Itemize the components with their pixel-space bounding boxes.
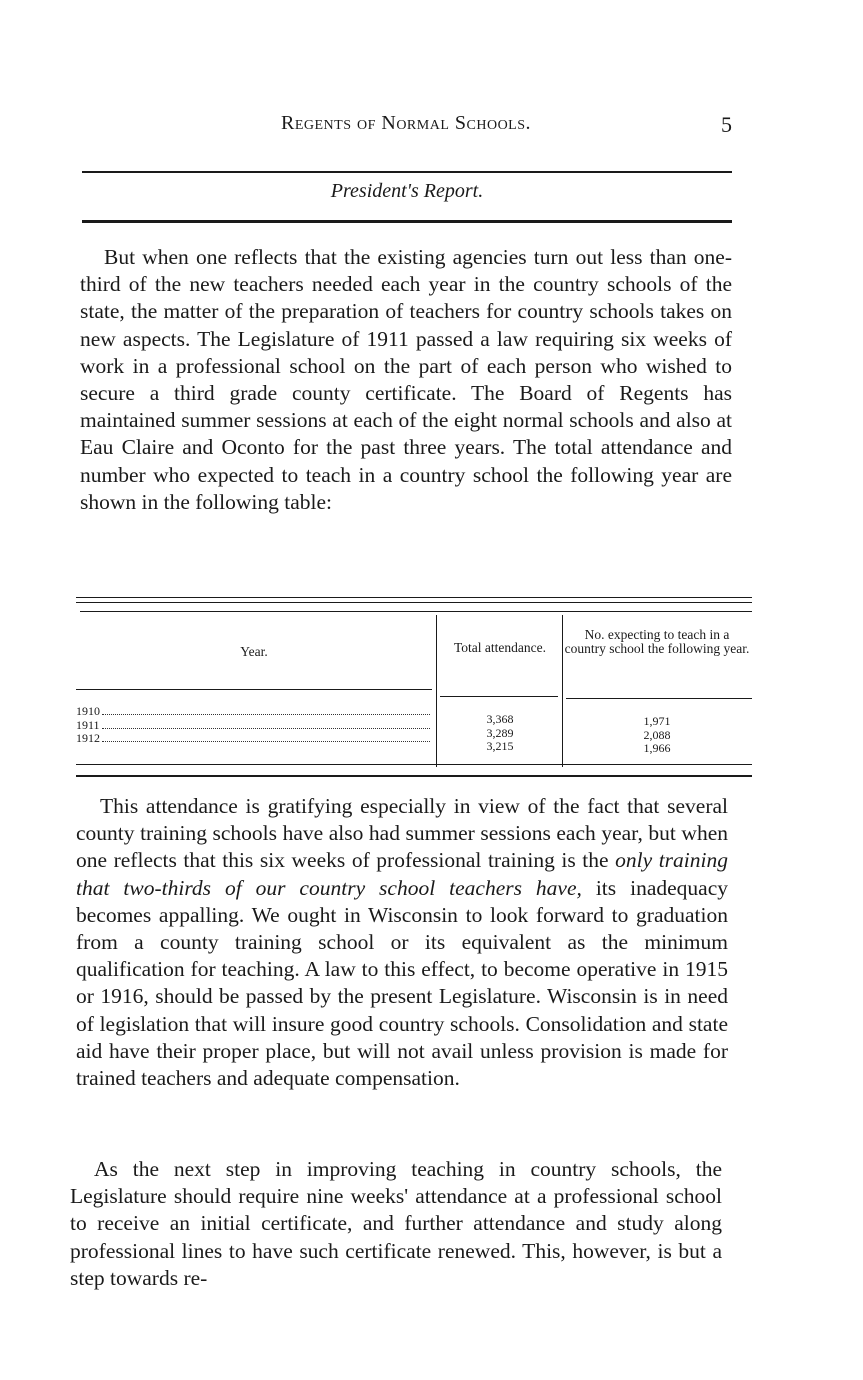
expecting-cell: 2,088: [643, 727, 671, 742]
dot-leader: [102, 741, 430, 742]
paragraph-2-start: This attendance is gratifying especially in view of the fact that several county training schools have also had summer sessions each year, but when one reflects that this six weeks of professional training is the: [76, 794, 728, 873]
running-head: [80, 112, 732, 142]
total-cell: 3,289: [486, 725, 514, 740]
paragraph-2-end: its inadequacy becomes appalling. We ought in Wisconsin to look forward to graduation from a county training school or its equivalent as the minimum qualification for teaching. A law to this effect, to become operative in 1915 or 1916, should be passed by the present Legislature. Wisconsin is in need of legislation that will insure good country schools. Consolidation and state aid have their proper place, but will not avail unless provision is made for trained teachers and adequate compensation.: [76, 875, 728, 1091]
table-header-rule: [80, 611, 752, 612]
attendance-table: [76, 597, 752, 779]
table-bottom-rule-2: [76, 775, 752, 777]
page-number: 5: [721, 112, 732, 137]
dot-leader: [102, 714, 430, 715]
expecting-cell: 1,971: [643, 714, 671, 728]
column-divider: [562, 615, 563, 767]
table-row: [76, 705, 432, 719]
top-rule: [82, 171, 732, 173]
table-row: [76, 719, 432, 733]
paragraph-2-emphasis: only training that two-thirds of our country school teachers have,: [76, 848, 728, 900]
section-title: President's Report.: [330, 180, 484, 202]
dot-leader: [102, 728, 430, 729]
table-top-rule: [76, 597, 752, 598]
year-cell: 1911: [76, 718, 100, 732]
header-underline: [440, 696, 558, 697]
column-divider: [436, 615, 437, 767]
total-cell: 3,215: [486, 739, 514, 753]
expecting-cell: 1,966: [643, 741, 671, 755]
header-year: Year.: [240, 644, 268, 659]
paragraph-2: [76, 793, 728, 1092]
header-underline: [76, 689, 432, 690]
header-underline: [566, 698, 752, 699]
total-column: [438, 713, 562, 754]
section-rule: [82, 220, 732, 223]
running-title: Regents of Normal Schools.: [280, 112, 532, 134]
year-cell: 1912: [76, 732, 100, 745]
header-expecting: No. expecting to teach in a country school the following year.: [564, 627, 750, 656]
header-total-attendance: Total attendance.: [453, 640, 546, 655]
paragraph-3: As the next step in improving teaching in country schools, the Legislature should require nine weeks' attendance at a professional school to receive an initial certificate, and further attendance and study along professional lines to have such certificate renewed. This, however, is but a step towards re-: [70, 1157, 722, 1290]
total-cell: 3,368: [486, 712, 514, 726]
expecting-column: [564, 715, 750, 756]
year-cell: 1910: [76, 705, 100, 718]
table-bottom-rule: [76, 764, 752, 765]
paragraph-1: But when one reflects that the existing agencies turn out less than one-third of the new teachers needed each year in the country schools of the state, the matter of the preparation of teachers for country schools takes on new aspects. The Legislature of 1911 passed a law requiring six weeks of work in a professional school on the part of each person who wished to secure a third grade county certificate. The Board of Regents has maintained summer sessions at each of the eight normal schools and also at Eau Claire and Oconto for the past three years. The total attendance and number who expected to teach in a country school the following year are shown in the following table:: [80, 245, 732, 514]
year-column: [76, 705, 432, 746]
table-row: [76, 732, 432, 746]
table-top-rule-2: [76, 602, 752, 603]
